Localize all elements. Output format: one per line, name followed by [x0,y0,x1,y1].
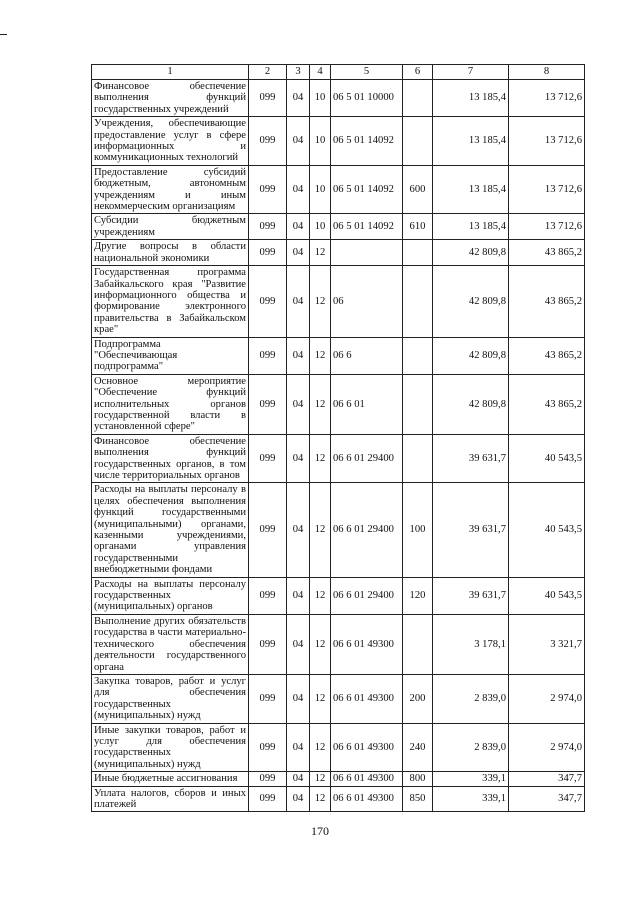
cell-section: 04 [287,214,310,240]
row-name: Иные закупки товаров, работ и услуг для обеспечения государственных (муниципальных) нужд [92,723,249,772]
table-row [92,723,585,772]
cell-target-article: 06 [331,266,403,337]
cell-amount-1: 339,1 [433,772,509,786]
cell-amount-2: 40 543,5 [509,434,585,483]
header-col-3: 3 [287,65,310,80]
header-col-2: 2 [249,65,287,80]
cell-amount-2: 43 865,2 [509,337,585,374]
cell-target-article: 06 5 01 10000 [331,80,403,117]
table-row [92,772,585,786]
cell-subsection: 12 [310,772,331,786]
table-row [92,80,585,117]
header-col-6: 6 [403,65,433,80]
cell-ministry: 099 [249,614,287,674]
cell-section: 04 [287,434,310,483]
budget-table [91,64,585,812]
cell-subsection: 12 [310,266,331,337]
row-name: Подпрограмма "Обеспечивающая подпрограмма" [92,337,249,374]
row-name: Учреждения, обеспечивающие предоставление услуг в сфере информационных и коммуникационных технологий [92,117,249,166]
cell-ministry: 099 [249,577,287,614]
cell-ministry: 099 [249,434,287,483]
cell-amount-1: 13 185,4 [433,214,509,240]
table-row [92,483,585,577]
cell-amount-1: 39 631,7 [433,483,509,577]
cell-amount-1: 42 809,8 [433,374,509,434]
cell-section: 04 [287,374,310,434]
cell-expense-type: 120 [403,577,433,614]
cell-subsection: 12 [310,674,331,723]
cell-amount-1: 39 631,7 [433,434,509,483]
header-col-7: 7 [433,65,509,80]
cell-amount-1: 339,1 [433,786,509,812]
cell-amount-2: 2 974,0 [509,723,585,772]
cell-amount-2: 347,7 [509,772,585,786]
cell-target-article: 06 6 01 49300 [331,786,403,812]
cell-amount-2: 13 712,6 [509,214,585,240]
cell-amount-1: 3 178,1 [433,614,509,674]
row-name: Иные бюджетные ассигнования [92,772,249,786]
table-row [92,674,585,723]
cell-expense-type: 100 [403,483,433,577]
cell-section: 04 [287,165,310,214]
cell-expense-type: 200 [403,674,433,723]
cell-expense-type: 800 [403,772,433,786]
cell-subsection: 10 [310,117,331,166]
cell-subsection: 12 [310,614,331,674]
cell-amount-2: 43 865,2 [509,266,585,337]
cell-amount-1: 39 631,7 [433,577,509,614]
cell-target-article: 06 6 01 29400 [331,483,403,577]
table-row [92,374,585,434]
cell-ministry: 099 [249,786,287,812]
cell-expense-type [403,117,433,166]
cell-section: 04 [287,772,310,786]
row-name: Уплата налогов, сборов и иных платежей [92,786,249,812]
row-name: Субсидии бюджетным учреждениям [92,214,249,240]
cell-target-article [331,240,403,266]
row-name: Расходы на выплаты персоналу в целях обеспечения выполнения функций государственными (муниципальными) органами, казенными учреждениями, органами управления государственными внебюджетными фондами [92,483,249,577]
cell-target-article: 06 5 01 14092 [331,117,403,166]
table-row [92,786,585,812]
cell-amount-2: 13 712,6 [509,165,585,214]
cell-amount-1: 42 809,8 [433,240,509,266]
header-col-4: 4 [310,65,331,80]
cell-amount-1: 13 185,4 [433,165,509,214]
table-row [92,117,585,166]
cell-expense-type [403,337,433,374]
cell-amount-2: 43 865,2 [509,374,585,434]
cell-section: 04 [287,483,310,577]
cell-subsection: 10 [310,165,331,214]
cell-subsection: 12 [310,483,331,577]
cell-amount-2: 40 543,5 [509,483,585,577]
table-row [92,165,585,214]
cell-section: 04 [287,614,310,674]
cell-ministry: 099 [249,240,287,266]
cell-subsection: 10 [310,214,331,240]
cell-expense-type [403,80,433,117]
cell-subsection: 12 [310,786,331,812]
row-name: Основное мероприятие "Обеспечение функций исполнительных органов государственной власти в установленной сфере" [92,374,249,434]
cell-expense-type: 600 [403,165,433,214]
table-row [92,337,585,374]
header-col-1: 1 [92,65,249,80]
cell-subsection: 10 [310,80,331,117]
edge-mark [0,34,7,35]
row-name: Государственная программа Забайкальского края "Развитие информационного общества и формирование электронного правительства в Забайкальском крае" [92,266,249,337]
cell-ministry: 099 [249,266,287,337]
table-row [92,240,585,266]
cell-expense-type [403,434,433,483]
cell-target-article: 06 6 01 29400 [331,434,403,483]
cell-ministry: 099 [249,214,287,240]
cell-amount-2: 43 865,2 [509,240,585,266]
cell-expense-type [403,374,433,434]
cell-expense-type [403,266,433,337]
cell-amount-1: 13 185,4 [433,80,509,117]
row-name: Расходы на выплаты персоналу государственных (муниципальных) органов [92,577,249,614]
cell-section: 04 [287,577,310,614]
cell-ministry: 099 [249,674,287,723]
cell-expense-type: 610 [403,214,433,240]
cell-amount-1: 42 809,8 [433,266,509,337]
table-row [92,434,585,483]
cell-section: 04 [287,786,310,812]
cell-subsection: 12 [310,374,331,434]
cell-ministry: 099 [249,337,287,374]
cell-ministry: 099 [249,723,287,772]
cell-expense-type [403,614,433,674]
cell-target-article: 06 6 01 49300 [331,614,403,674]
cell-expense-type: 850 [403,786,433,812]
cell-ministry: 099 [249,374,287,434]
cell-section: 04 [287,80,310,117]
table-row [92,614,585,674]
cell-amount-1: 2 839,0 [433,674,509,723]
cell-ministry: 099 [249,772,287,786]
row-name: Финансовое обеспечение выполнения функций государственных органов, в том числе территориальных органов [92,434,249,483]
cell-ministry: 099 [249,80,287,117]
cell-amount-2: 347,7 [509,786,585,812]
cell-target-article: 06 6 [331,337,403,374]
cell-subsection: 12 [310,240,331,266]
row-name: Выполнение других обязательств государства в части материально-технического обеспечения деятельности государственного органа [92,614,249,674]
cell-target-article: 06 6 01 29400 [331,577,403,614]
cell-amount-1: 13 185,4 [433,117,509,166]
cell-amount-1: 42 809,8 [433,337,509,374]
table-row [92,266,585,337]
cell-target-article: 06 6 01 49300 [331,674,403,723]
header-row [92,65,585,80]
cell-subsection: 12 [310,434,331,483]
cell-section: 04 [287,674,310,723]
cell-target-article: 06 6 01 49300 [331,723,403,772]
row-name: Другие вопросы в области национальной экономики [92,240,249,266]
cell-amount-2: 13 712,6 [509,117,585,166]
cell-amount-2: 13 712,6 [509,80,585,117]
cell-section: 04 [287,117,310,166]
row-name: Закупка товаров, работ и услуг для обеспечения государственных (муниципальных) нужд [92,674,249,723]
page-number: 170 [311,824,329,838]
cell-ministry: 099 [249,117,287,166]
cell-target-article: 06 5 01 14092 [331,214,403,240]
table-row [92,214,585,240]
cell-section: 04 [287,337,310,374]
cell-subsection: 12 [310,337,331,374]
cell-target-article: 06 5 01 14092 [331,165,403,214]
cell-amount-2: 2 974,0 [509,674,585,723]
cell-subsection: 12 [310,723,331,772]
cell-ministry: 099 [249,165,287,214]
cell-ministry: 099 [249,483,287,577]
cell-expense-type [403,240,433,266]
header-col-5: 5 [331,65,403,80]
table-row [92,577,585,614]
cell-target-article: 06 6 01 [331,374,403,434]
cell-target-article: 06 6 01 49300 [331,772,403,786]
cell-section: 04 [287,723,310,772]
cell-amount-1: 2 839,0 [433,723,509,772]
row-name: Финансовое обеспечение выполнения функций государственных учреждений [92,80,249,117]
cell-amount-2: 3 321,7 [509,614,585,674]
header-col-8: 8 [509,65,585,80]
cell-amount-2: 40 543,5 [509,577,585,614]
cell-expense-type: 240 [403,723,433,772]
cell-section: 04 [287,240,310,266]
cell-subsection: 12 [310,577,331,614]
cell-section: 04 [287,266,310,337]
row-name: Предоставление субсидий бюджетным, автономным учреждениям и иным некоммерческим организациям [92,165,249,214]
